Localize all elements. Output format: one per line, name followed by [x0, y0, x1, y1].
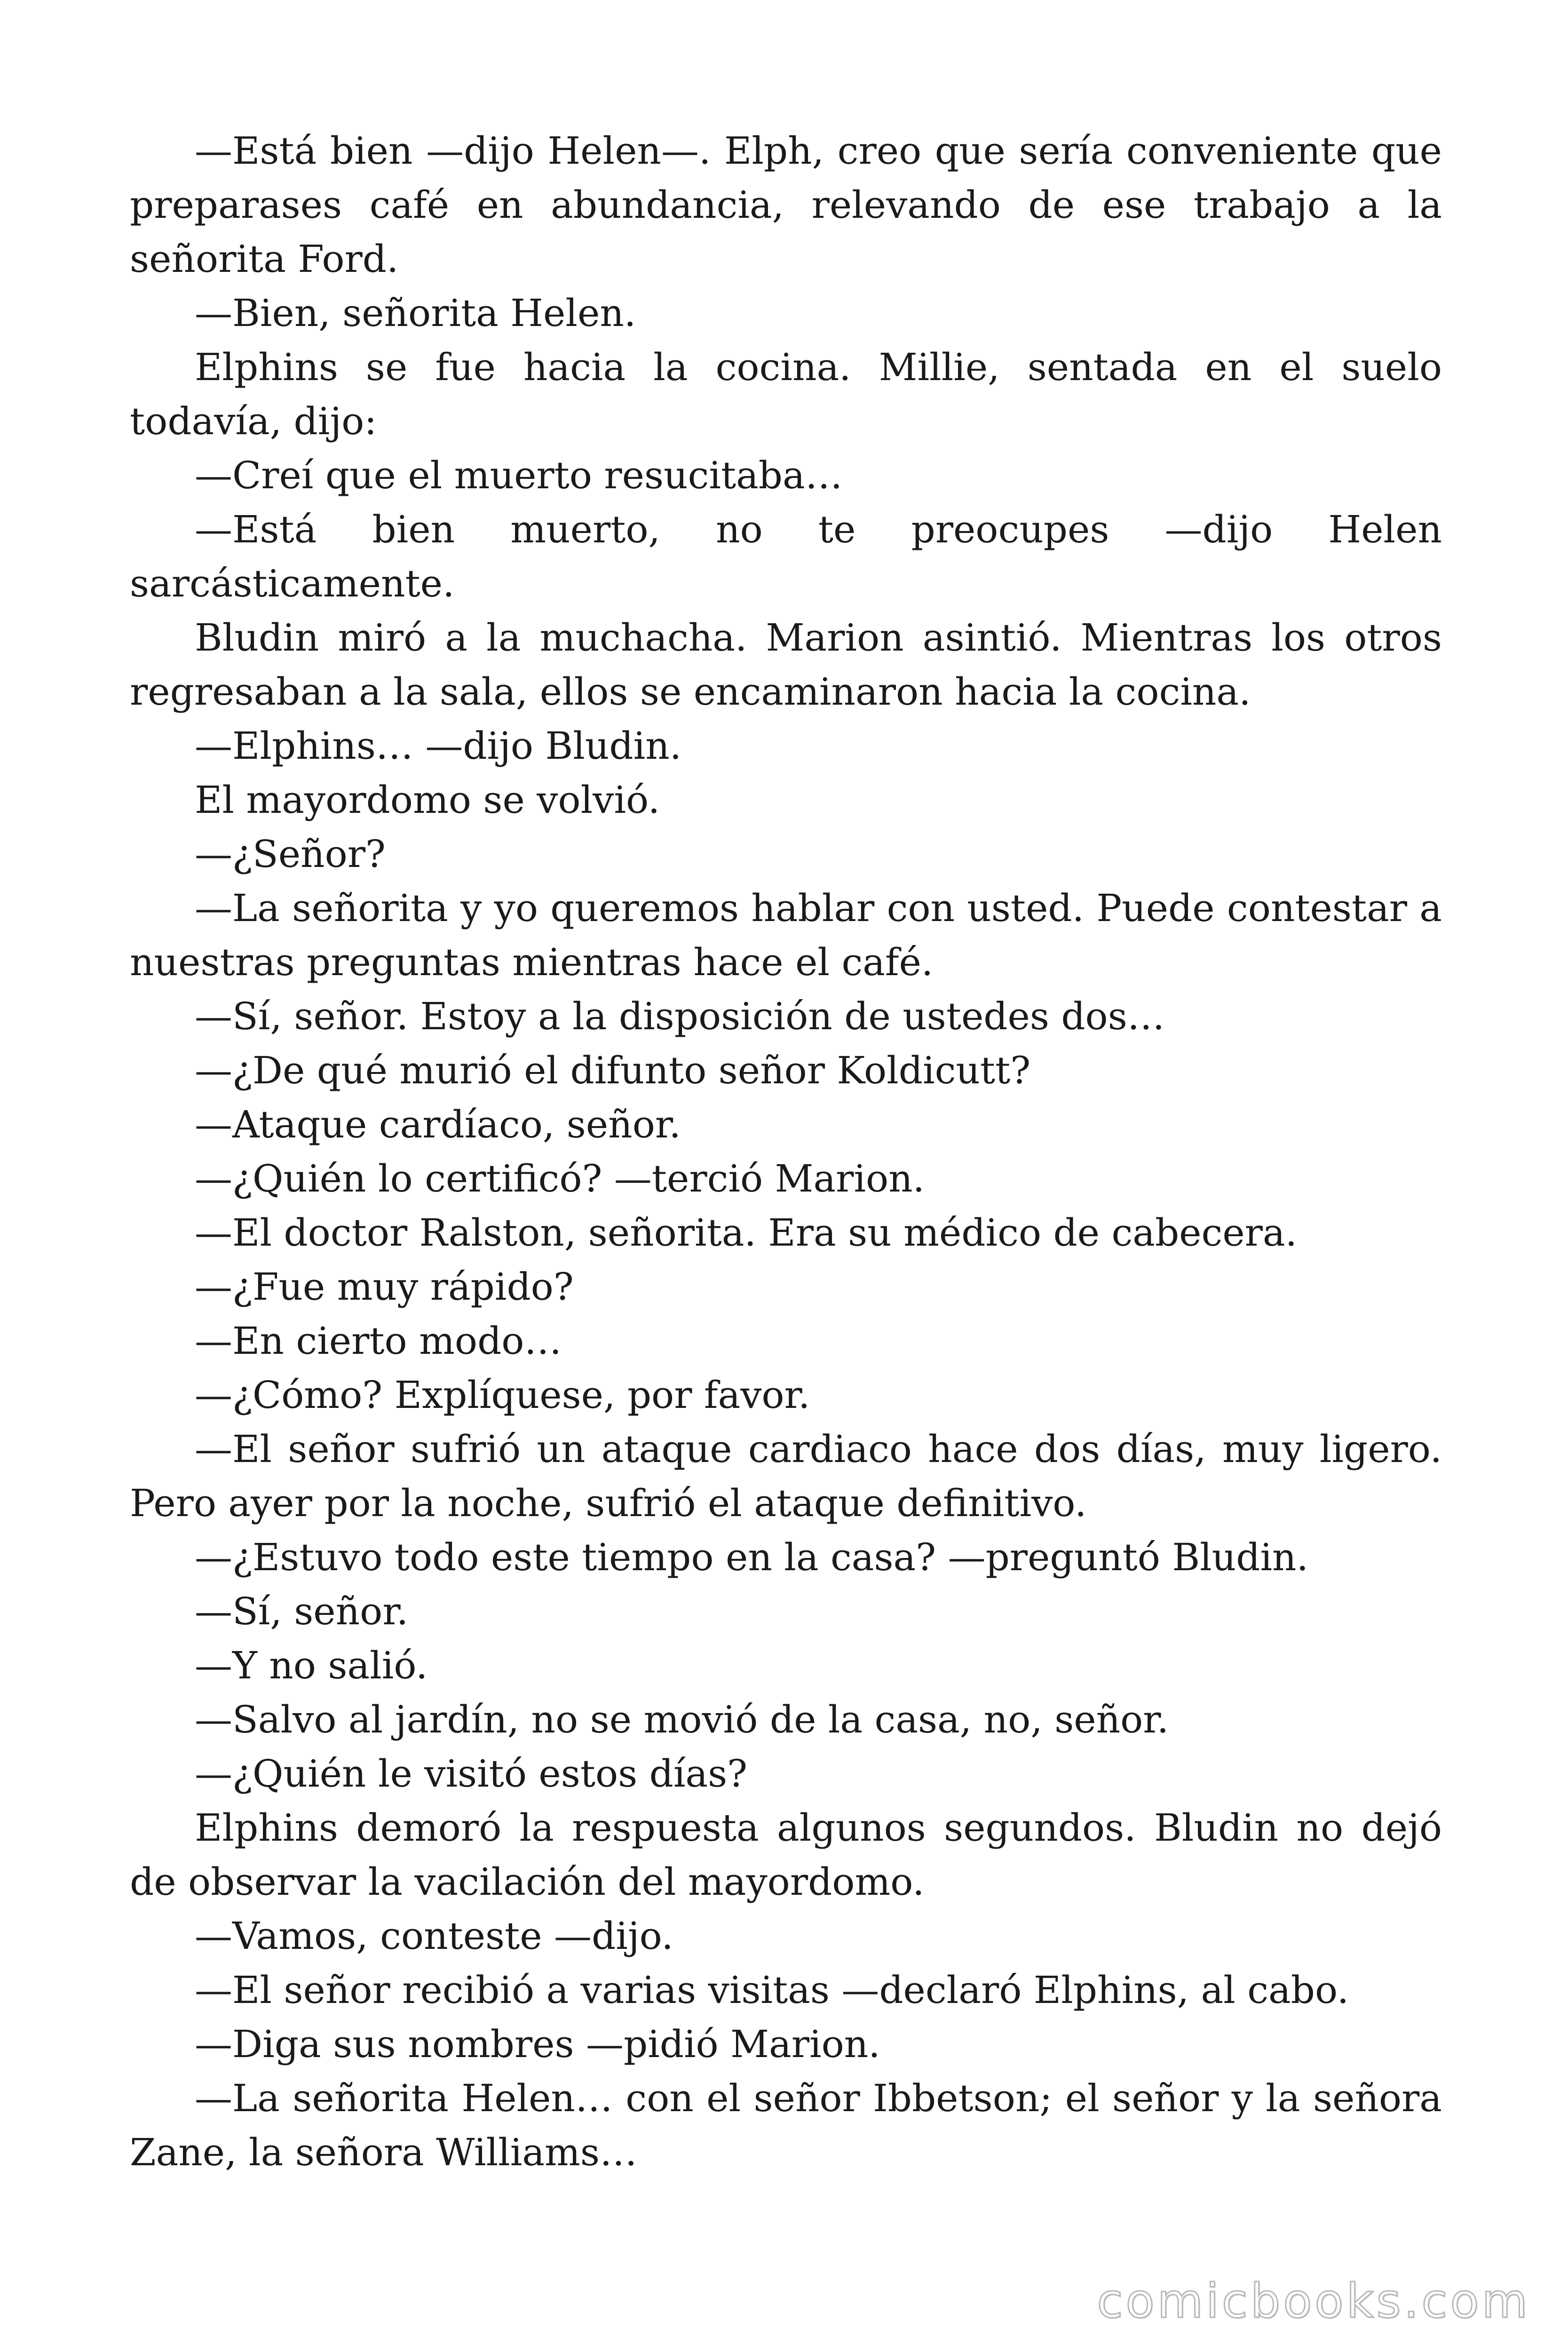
paragraph: —El doctor Ralston, señorita. Era su médico de cabecera.: [195, 1211, 1298, 1255]
paragraph: Elphins se fue hacia la cocina. Millie, sentada en el suelo todavía, dijo:: [130, 345, 1442, 443]
paragraph: —Diga sus nombres —pidió Marion.: [195, 2022, 880, 2066]
paragraph: —En cierto modo…: [195, 1319, 562, 1363]
paragraph: —El señor recibió a varias visitas —declaró Elphins, al cabo.: [195, 1968, 1349, 2012]
paragraph: —Creí que el muerto resucitaba…: [195, 453, 843, 497]
paragraph: —¿Quién lo certificó? —terció Marion.: [195, 1157, 925, 1200]
paragraph: —Sí, señor. Estoy a la disposición de ustedes dos…: [195, 994, 1165, 1038]
paragraph: Bludin miró a la muchacha. Marion asintió. Mientras los otros regresaban a la sala, ellos se encaminaron hacia la cocina.: [130, 616, 1442, 714]
book-page-text: [130, 124, 1442, 2179]
watermark: comicbooks.com: [1097, 2273, 1530, 2328]
paragraph: —¿Fue muy rápido?: [195, 1265, 574, 1309]
paragraph: Elphins demoró la respuesta algunos segundos. Bludin no dejó de observar la vacilación del mayordomo.: [130, 1806, 1442, 1904]
paragraph: —Bien, señorita Helen.: [195, 291, 636, 335]
paragraph: —Y no salió.: [195, 1644, 428, 1687]
paragraph: —¿De qué murió el difunto señor Koldicutt?: [195, 1049, 1031, 1092]
paragraph: —Está bien —dijo Helen—. Elph, creo que sería conveniente que preparases café en abundancia, relevando de ese trabajo a la señorita Ford.: [130, 129, 1442, 281]
paragraph: El mayordomo se volvió.: [195, 778, 660, 822]
paragraph: —Ataque cardíaco, señor.: [195, 1103, 681, 1146]
paragraph: —¿Señor?: [195, 832, 386, 876]
paragraph: —La señorita y yo queremos hablar con usted. Puede contestar a nuestras preguntas mientras hace el café.: [130, 886, 1442, 984]
paragraph: —La señorita Helen… con el señor Ibbetson; el señor y la señora Zane, la señora Williams…: [130, 2076, 1442, 2174]
paragraph: —El señor sufrió un ataque cardiaco hace dos días, muy ligero. Pero ayer por la noche, sufrió el ataque definitivo.: [130, 1427, 1442, 1525]
paragraph: —Salvo al jardín, no se movió de la casa, no, señor.: [195, 1698, 1169, 1741]
paragraph: —Elphins… —dijo Bludin.: [195, 724, 682, 768]
paragraph: —Sí, señor.: [195, 1589, 409, 1633]
paragraph: —¿Estuvo todo este tiempo en la casa? —preguntó Bludin.: [195, 1535, 1309, 1579]
paragraph: —Está bien muerto, no te preocupes —dijo Helen sarcásticamente.: [130, 508, 1442, 605]
paragraph: —¿Cómo? Explíquese, por favor.: [195, 1373, 810, 1417]
paragraph: —¿Quién le visitó estos días?: [195, 1752, 748, 1796]
paragraph: —Vamos, conteste —dijo.: [195, 1914, 673, 1958]
